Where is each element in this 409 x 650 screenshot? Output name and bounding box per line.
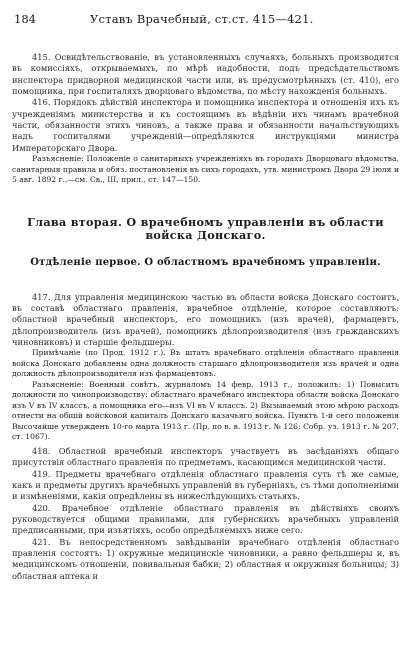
article-417-block	[12, 292, 399, 349]
notes-middle	[12, 348, 399, 443]
article-417: 417. Для управленія медицинскою частью въ области войска Донскаго состоитъ, въ составѣ областнаго правленія, врачебное отдѣленіе, которое составляютъ: областной врачебный инспекторъ, его помощникъ (изъ врачей), фармацевтъ, дѣлопроизводитель (изъ врачей), помощникъ дѣлопроизводителя (изъ гражданскихъ чиновниковъ) и старшіе фельдшеры.	[12, 291, 399, 347]
chapter-title: Глава вторая. О врачебномъ управленіи въ области войска Донскаго.	[27, 214, 384, 243]
explanation-note-top	[12, 154, 399, 186]
note-razyasnenie: Разъясненіе: Военный совѣтъ, журналомъ 14 февр. 1913 г., положилъ: 1) Повысить должности по чинопроизводству: областнаго врачебнаго инспектора области войска Донскаго изъ V въ IV классъ, а помощника его—изъ VI въ V классъ. 2) Вызываемый этою мѣрою расходъ отнести на общій войсковой капиталъ Донскаго казачьяго войска. Пунктъ 1-й сего положенія Высочайше утвержденъ 10-го марта 1913 г. (Пр. по в. в. 1913 г. № 126; Собр. уз. 1913 г. № 207, ст. 1067).	[12, 379, 399, 442]
article-block-415-416	[12, 52, 399, 154]
article-415: 415. Освидѣтельствованіе, въ установленныхъ случаяхъ, больныхъ производится въ комиссіяхъ, открываемыхъ, по мѣрѣ надобности, подъ предсѣдательствомъ инспектора придворной медицинской части или, въ предусмотрѣнныхъ (ст. 410), его помощника, при госпиталяхъ дворцоваго вѣдомства, по мѣсту нахожденія больныхъ.	[12, 52, 399, 97]
page-number: 184	[14, 12, 36, 26]
section-title: Отдѣленіе первое. О областномъ врачебномъ управленіи.	[30, 256, 381, 268]
page-header	[12, 10, 399, 30]
running-title: Уставъ Врачебный, ст.ст. 415—421.	[90, 12, 314, 26]
note-primechanie: Примѣчаніе (по Прод. 1912 г.). Въ штатъ врачебнаго отдѣленія областнаго правленія войска Донскаго добавлены одна должность старшаго дѣлопроизводителя изъ врачей и одна должность дѣлопроизводителя изъ фармацевтовъ.	[12, 348, 399, 379]
article-418: 418. Областной врачебный инспекторъ участвуетъ въ засѣданіяхъ общаго присутствія областнаго правленія по предметамъ, касающимся медицинской части.	[12, 445, 399, 468]
article-420: 420. Врачебное отдѣленіе областнаго правленія въ дѣйствіяхъ своихъ руководствуется общими правилами, для губернскихъ врачебныхъ управленій предписанными, при изъятіяхъ, особо опредѣляемыхъ ниже сего.	[12, 502, 399, 536]
article-416: 416. Порядокъ дѣйствій инспектора и помощника инспектора и отношенія ихъ къ учрежденіямъ министерства и къ состоящимъ въ вѣдѣніи ихъ чинамъ врачебной части, обязанности этихъ чиновъ, а также права и обязанности начальствующихъ надъ госпиталями учрежденій—опредѣляются инструкціями министра Императорскаго Двора.	[12, 97, 399, 153]
article-421: 421. Въ непосредственномъ завѣдываніи врачебнаго отдѣленія областнаго правленія состоятъ: 1) окружные медицинскіе чиновники, а равно фельдшеры и, въ медицинскомъ отношеніи, повивальныя бабки; 2) областная и окружныя больницы; 3) областная аптека и	[12, 536, 399, 581]
article-block-418-421	[12, 446, 399, 582]
explanation-text: Разъясненіе: Положеніе о санитарныхъ учрежденіяхъ въ городахъ Дворцоваго вѣдомства, санитарныя правила и обяз. постановленія въ сихъ городахъ, утв. министромъ Двора 29 іюля и 5 авг. 1892 г.,—см. Св., III, прил., ст. 147—150.	[12, 154, 399, 185]
article-419: 419. Предметы врачебнаго отдѣленія областнаго правленія суть тѣ же самые, какъ и предметы другихъ врачебныхъ управленій въ губерніяхъ, съ тѣми дополненіями и измѣненіями, какія опредѣлены въ нижеслѣдующихъ статьяхъ.	[12, 468, 399, 502]
